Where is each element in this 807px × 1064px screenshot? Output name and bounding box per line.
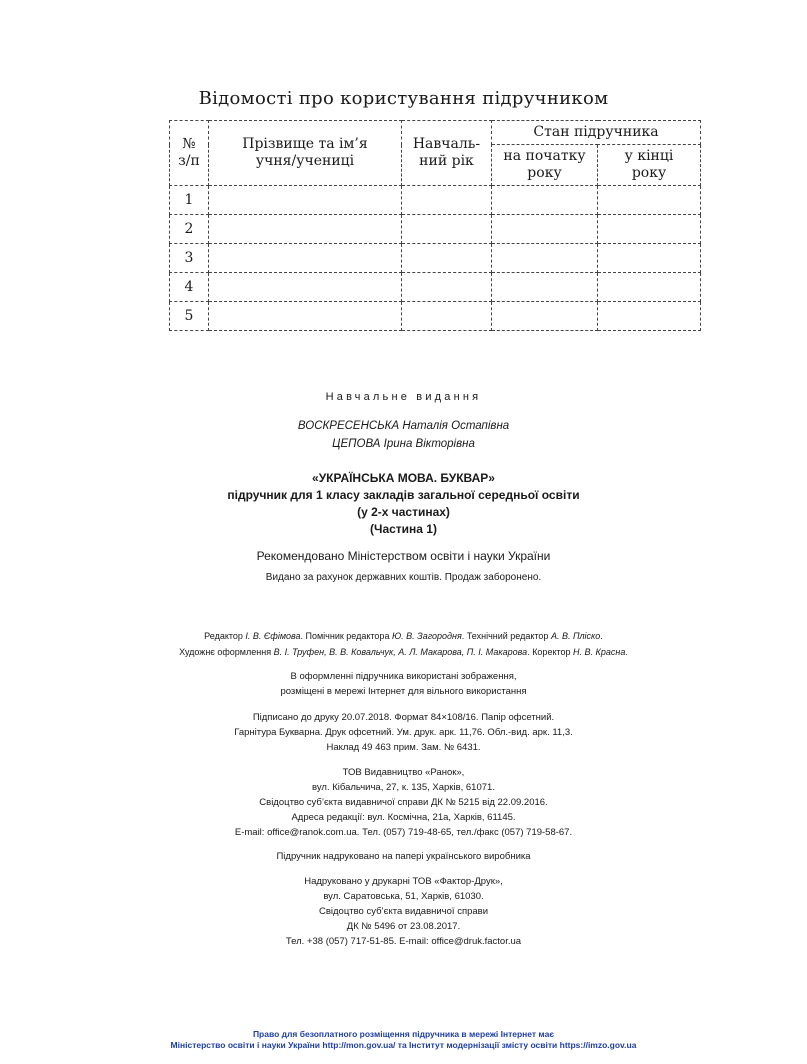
book-part: (Частина 1) xyxy=(370,522,437,536)
printer-info: Надруковано у друкарні ТОВ «Фактор-Друк», вул. Саратовська, 51, Харків, 61030. Свідоцтво суб’єкта видавничої справи ДК № 5496 от 23.08.2017. Тел. +38 (057) 717-51-85. E-mail: office@druk.factor.ua xyxy=(285,876,522,947)
header-condition-end: у кінці року xyxy=(598,145,701,186)
cell-year[interactable] xyxy=(402,186,492,215)
book-parts: (у 2-х частинах) xyxy=(357,505,450,519)
table-row xyxy=(170,186,701,215)
row-number: 3 xyxy=(170,244,209,273)
edition-type: Навчальне видання xyxy=(325,391,482,403)
header-student-name: Прізвище та ім’я учня/учениці xyxy=(209,121,402,186)
cell-start[interactable] xyxy=(492,273,598,302)
cell-year[interactable] xyxy=(402,215,492,244)
credits xyxy=(0,628,807,660)
header-number: № з/п xyxy=(170,121,209,186)
credits-line-2: Художнє оформлення В. І. Труфен, В. В. Ковальчук, А. Л. Макарова, П. І. Макарова. Коректор Н. В. Красна. xyxy=(179,647,628,657)
cell-end[interactable] xyxy=(598,273,701,302)
header-condition-start: на початку року xyxy=(492,145,598,186)
cell-name[interactable] xyxy=(209,186,402,215)
row-number: 4 xyxy=(170,273,209,302)
table-row xyxy=(170,215,701,244)
cell-name[interactable] xyxy=(209,215,402,244)
cell-year[interactable] xyxy=(402,273,492,302)
cell-start[interactable] xyxy=(492,186,598,215)
header-school-year: Навчаль- ний рік xyxy=(402,121,492,186)
header-condition: Стан підручника xyxy=(492,121,701,145)
cell-start[interactable] xyxy=(492,302,598,331)
cell-year[interactable] xyxy=(402,244,492,273)
table-row xyxy=(170,244,701,273)
cell-end[interactable] xyxy=(598,215,701,244)
row-number: 2 xyxy=(170,215,209,244)
cell-name[interactable] xyxy=(209,244,402,273)
cell-name[interactable] xyxy=(209,273,402,302)
author-2: ЦЕПОВА Ірина Вікторівна xyxy=(332,438,475,450)
editor-name: І. В. Єфімова xyxy=(245,631,301,641)
license-footer: Право для безоплатного розміщення підручника в мережі Інтернет має Міністерство освіти і науки України http://mon.gov.ua/ та Інститут модернізації змісту освіти https://imzo.gov.ua xyxy=(170,1029,637,1050)
row-number: 1 xyxy=(170,186,209,215)
author-1: ВОСКРЕСЕНСЬКА Наталія Остапівна xyxy=(297,420,510,432)
cell-start[interactable] xyxy=(492,244,598,273)
publisher-info: ТОВ Видавництво «Ранок», вул. Кібальчича, 27, к. 135, Харків, 61071. Свідоцтво суб’єкта видавничої справи ДК № 5215 від 22.09.2016. Адреса редакції: вул. Космічна, 21а, Харків, 61145. E-mail: office@ranok.com.ua. Тел. (057) 719-48-65, тел./факс (057) 719-58-67. xyxy=(234,767,573,838)
images-note: В оформленні підручника використані зображення, розміщені в мережі Інтернет для вільного використання xyxy=(280,671,527,697)
table-row xyxy=(170,273,701,302)
tech-editor-name: А. В. Пліско xyxy=(550,631,601,641)
cell-end[interactable] xyxy=(598,186,701,215)
book-subtitle: підручник для 1 класу закладів загальної середньої освіти xyxy=(227,488,580,502)
designers: В. І. Труфен, В. В. Ковальчук, А. Л. Макарова, П. І. Макарова xyxy=(273,647,528,657)
recommendation: Рекомендовано Міністерством освіти і науки України xyxy=(256,549,551,563)
print-details: Підписано до друку 20.07.2018. Формат 84×108/16. Папір офсетний. Гарнітура Букварна. Друк офсетний. Ум. друк. арк. 11,76. Обл.-вид. арк. 11,3. Наклад 49 463 прим. Зам. № 6431. xyxy=(234,712,573,753)
book-info xyxy=(0,470,807,538)
funding-note: Видано за рахунок державних коштів. Продаж заборонено. xyxy=(265,572,542,583)
cell-start[interactable] xyxy=(492,215,598,244)
cell-name[interactable] xyxy=(209,302,402,331)
authors xyxy=(0,417,807,453)
cell-end[interactable] xyxy=(598,302,701,331)
row-number: 5 xyxy=(170,302,209,331)
cell-year[interactable] xyxy=(402,302,492,331)
usage-table xyxy=(169,120,701,331)
book-title: «УКРАЇНСЬКА МОВА. БУКВАР» xyxy=(312,471,495,485)
deputy-editor-name: Ю. В. Загородня xyxy=(391,631,462,641)
credits-line-1: Редактор І. В. Єфімова. Помічник редактора Ю. В. Загородня. Технічний редактор А. В. Пліско. xyxy=(204,631,603,641)
proofreader-name: Н. В. Красна xyxy=(573,647,626,657)
usage-table-title: Відомості про користування підручником xyxy=(198,88,609,109)
cell-end[interactable] xyxy=(598,244,701,273)
paper-note: Підручник надруковано на папері українського виробника xyxy=(276,851,531,862)
table-row xyxy=(170,302,701,331)
